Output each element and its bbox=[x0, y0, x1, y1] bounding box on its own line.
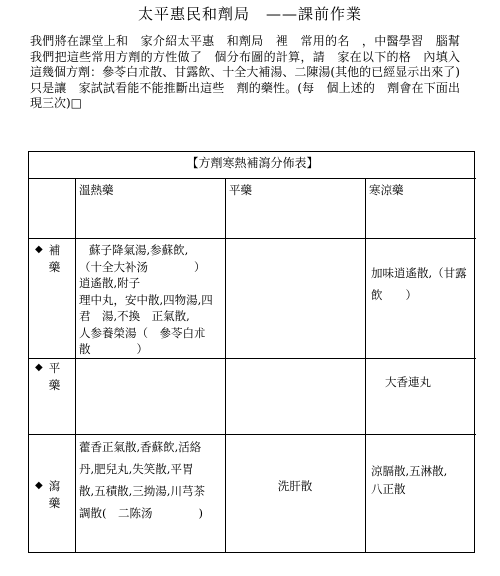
intro-paragraph: 我們將在課堂上和 家介紹太平惠 和劑局 裡 常用的名 ，中醫學習 腦幫我們把這些常用方劑的方性做了 個分布圖的計算，請 家在以下的格 內填入這幾個方劑：參苓白朮散、甘露飲、十全大補湯、二陳湯(其他的已經显示出來了)只是讓 家試試看能不能推斷出這些 劑的藥性。(每 個上述的 劑會在下面出現三次)□ bbox=[30, 34, 460, 110]
rule-row1 bbox=[29, 358, 476, 359]
cell-tonify-warm bbox=[79, 242, 221, 358]
rule-col3 bbox=[365, 178, 366, 553]
formula-line: 理中丸，安中散,四物湯,四 bbox=[79, 292, 213, 307]
formula-line: 大香連丸 bbox=[385, 375, 431, 389]
formula-line: 蘇子降氣湯,参蘇飲, bbox=[89, 243, 189, 257]
formula-line: 丹,肥兒丸,失笑散,平胃 bbox=[79, 462, 194, 476]
cell-purge-warm bbox=[79, 436, 221, 524]
row-label-purge bbox=[35, 478, 61, 512]
diamond-bullet-icon: ◆ bbox=[35, 362, 43, 373]
header-neutral: 平藥 bbox=[229, 183, 252, 197]
formula-line: 涼膈散,五淋散, bbox=[371, 464, 448, 478]
diamond-bullet-icon: ◆ bbox=[35, 480, 43, 491]
diamond-bullet-icon: ◆ bbox=[35, 244, 43, 255]
table-caption: 【方劑寒熱補瀉分佈表】 bbox=[186, 156, 319, 170]
cell-neutral-cool bbox=[385, 374, 431, 390]
formula-line: 君 湯,不換 正氣散, bbox=[79, 309, 190, 323]
row-label-tonify bbox=[35, 242, 61, 276]
row-name: 平藥 bbox=[48, 361, 61, 392]
formula-line: 人参養榮湯（ 參苓白朮 bbox=[79, 325, 206, 340]
row-name: 瀉藥 bbox=[48, 479, 61, 510]
header-warm: 溫熱藥 bbox=[79, 183, 114, 197]
rule-col1 bbox=[75, 178, 76, 553]
rule-col2 bbox=[225, 178, 226, 553]
cell-tonify-cool bbox=[371, 262, 473, 306]
cell-purge-neutral bbox=[225, 478, 365, 494]
formula-line: 洗肝散 bbox=[277, 479, 313, 493]
page-title: 太平惠民和劑局 ——課前作業 bbox=[137, 5, 362, 23]
formula-line: 調散( 二陈汤 ) bbox=[79, 506, 203, 520]
rule-header bbox=[29, 238, 476, 239]
formula-line: 加味逍遙散,（甘露 bbox=[371, 266, 467, 280]
formula-line: 散,五積散,三拗湯,川芎茶 bbox=[79, 484, 205, 498]
row-label-neutral bbox=[35, 360, 61, 394]
formula-line: 八正散 bbox=[371, 482, 406, 496]
formula-line: 藿香正氣散,香蘇飲,活絡 bbox=[79, 440, 202, 454]
row-name: 補藥 bbox=[48, 243, 61, 274]
header-cool: 寒涼藥 bbox=[369, 183, 404, 197]
distribution-table bbox=[28, 151, 475, 553]
formula-line: 散 ） bbox=[79, 342, 148, 356]
rule-row2 bbox=[29, 434, 476, 435]
rule-caption bbox=[29, 178, 476, 179]
formula-line: （十全大补汤 ） bbox=[79, 259, 206, 274]
cell-purge-cool bbox=[371, 462, 473, 498]
formula-line: 飲 ） bbox=[371, 288, 417, 302]
formula-line: 逍遙散,附子 bbox=[79, 276, 141, 290]
